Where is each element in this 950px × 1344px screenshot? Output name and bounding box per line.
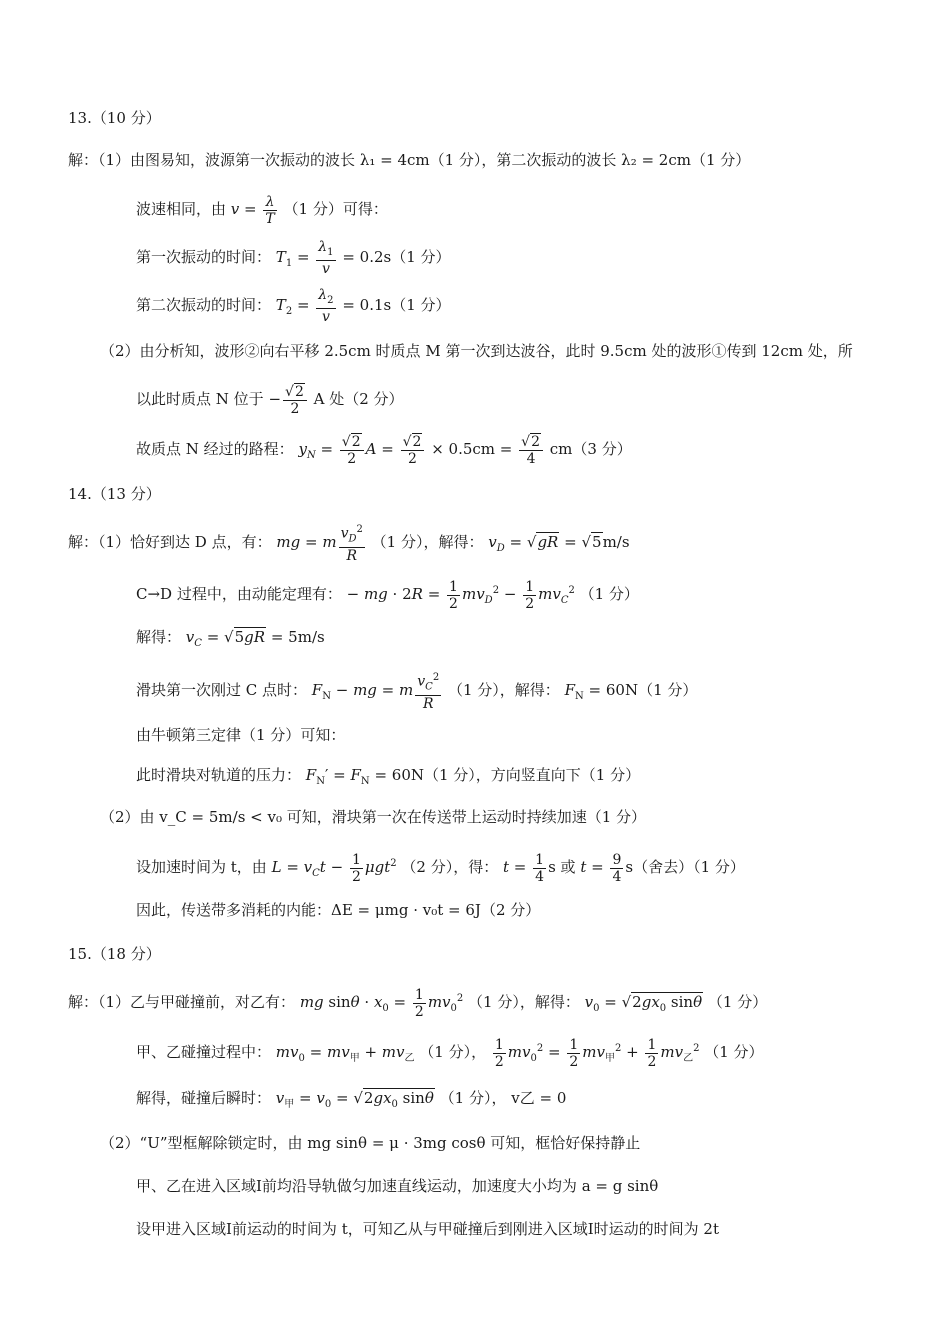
q14-line-4-mid: （1 分），解得：: [447, 681, 560, 700]
q15-line-1-tail: （1 分）: [707, 993, 768, 1011]
formula-half-a: $\frac{1}{2}$: [449, 578, 458, 612]
q13-line-7-tail: cm（3 分）: [549, 440, 632, 458]
q14-line-6-tail: = 60N（1 分），方向竖直向下（1 分）: [374, 766, 641, 784]
formula-sqrt2-over-2-a: $\frac{√2}{2}$: [340, 434, 364, 467]
q13-line-2-text: 波速相同，由: [136, 200, 227, 218]
formula-half-c: $\frac{1}{2}$: [351, 851, 361, 885]
q13-line-6: 以此时质点 N 位于 − $\frac{√2}{2}$ A 处（2 分）: [136, 383, 404, 417]
q15-line-2-text: 甲、乙碰撞过程中：: [136, 1043, 272, 1061]
q14-line-6: 此时滑块对轨道的压力： $F_N' = F_N = 60N(1$ 分），方向竖直向下（1 分）: [136, 766, 641, 787]
q13-line-4: 第二次振动的时间： $T_2$ = $\frac{\lambda_2}{v}$ = 0.1s（1 分）: [136, 286, 451, 326]
q15-line-1-text: 解：（1）乙与甲碰撞前，对乙有：: [68, 993, 296, 1011]
formula-lambda-over-T: $\frac{\lambda}{T}$: [265, 193, 275, 227]
q15-line-6: 设甲进入区域Ⅰ前运动的时间为 t，可知乙从与甲碰撞后到刚进入区域Ⅰ时运动的时间为 2t: [136, 1220, 719, 1238]
q14-line-4-text: 滑块第一次刚过 C 点时：: [136, 681, 308, 700]
q13-line-6-tail: A 处（2 分）: [313, 390, 404, 408]
formula-lambda2-over-v: $\frac{\lambda_2}{v}$: [318, 286, 334, 326]
formula-vD2-over-R: $\frac{v_D^2}{R}$: [340, 524, 363, 565]
q15-line-3-text: 解得，碰撞后瞬时：: [136, 1089, 272, 1107]
q13-line-4-tail: = 0.1s（1 分）: [342, 296, 451, 314]
q14-line-3: 解得： $v_C = √5gR = 5m/s$: [136, 628, 325, 649]
q14-line-4: 滑块第一次刚过 C 点时： $F_N$ − mg = m $\frac{v_C^2}{R}$ （1 分），解得： $F_N = 60N(1$ 分）: [136, 672, 698, 713]
formula-one-quarter: $\frac{1}{4}$: [535, 851, 545, 885]
q13-heading: 13.（10 分）: [68, 109, 161, 127]
formula-vC2-over-R: $\frac{v_C^2}{R}$: [417, 672, 440, 713]
q14-heading: 14.（13 分）: [68, 485, 161, 503]
q13-line-3-tail: = 0.2s（1 分）: [342, 248, 451, 266]
q15-line-2-mid: （1 分），: [419, 1043, 487, 1061]
q15-heading: 15.（18 分）: [68, 945, 161, 963]
formula-sqrt2-over-4: $\frac{√2}{4}$: [519, 434, 543, 467]
formula-half-e: $\frac{1}{2}$: [494, 1036, 504, 1070]
q14-line-6-text: 此时滑块对轨道的压力：: [136, 766, 302, 784]
q14-line-2-tail: （1 分）: [579, 585, 639, 603]
q14-line-4-tail: = 60N（1 分）: [588, 681, 698, 700]
formula-half-b: $\frac{1}{2}$: [525, 578, 535, 612]
q13-line-6-text: 以此时质点 N 位于: [136, 390, 264, 408]
q15-line-4: （2）“U”型框解除锁定时，由 mg sinθ = μ · 3mg cosθ 可知，框恰好保持静止: [100, 1134, 641, 1152]
q15-line-3-mid: （1 分），: [439, 1089, 507, 1107]
q13-line-7: 故质点 N 经过的路程： $y_N$ = $\frac{√2}{2}$ A = $\frac{√2}{2}$ × 0.5cm = $\frac{√2}{4}$ cm（3 分）: [136, 433, 632, 467]
q14-line-3-tail: = 5m/s: [270, 628, 325, 646]
q14-line-2-text: C→D 过程中，由动能定理有：: [136, 585, 342, 603]
q13-line-7-text: 故质点 N 经过的路程：: [136, 440, 294, 458]
q14-line-8-text: 设加速时间为 t，由: [136, 858, 267, 876]
q13-line-3: 第一次振动的时间： $T_1$ = $\frac{\lambda_1}{v}$ = 0.2s（1 分）: [136, 238, 451, 278]
q14-line-8-mid: （2 分），得：: [401, 858, 499, 876]
q15-line-5: 甲、乙在进入区域Ⅰ前均沿导轨做匀加速直线运动，加速度大小均为 a = g sinθ: [136, 1177, 659, 1195]
q14-line-9: 因此，传送带多消耗的内能：ΔE = μmg · v₀t = 6J（2 分）: [136, 901, 541, 919]
q13-line-5: （2）由分析知，波形②向右平移 2.5cm 时质点 M 第一次到达波谷，此时 9.5cm 处的波形①传到 12cm 处，所: [100, 342, 853, 360]
q14-line-1-text: 解：（1）恰好到达 D 点，有：: [68, 533, 272, 552]
q13-line-1: 解：（1）由图易知，波源第一次振动的波长 λ₁ = 4cm（1 分），第二次振动的波长 λ₂ = 2cm（1 分）: [68, 151, 751, 169]
formula-lambda1-over-v: $\frac{\lambda_1}{v}$: [318, 238, 334, 278]
formula-sqrt2-over-2: $\frac{√2}{2}$: [283, 384, 307, 417]
q13-line-3-text: 第一次振动的时间：: [136, 248, 272, 266]
q15-line-3-tail: v乙 = 0: [511, 1089, 567, 1107]
q14-line-1: 解：（1）恰好到达 D 点，有： mg = m $\frac{v_D^2}{R}$ （1 分），解得： $v_D = √gR = √5m/s$: [68, 524, 630, 565]
q14-line-3-text: 解得：: [136, 628, 182, 646]
q14-line-5: 由牛顿第三定律（1 分）可知：: [136, 726, 346, 744]
q14-line-1-mid: （1 分），解得：: [371, 533, 484, 552]
formula-nine-quarters: $\frac{9}{4}$: [612, 851, 622, 885]
q15-line-2-tail: （1 分）: [704, 1043, 764, 1061]
formula-sqrt2-over-2-b: $\frac{√2}{2}$: [401, 434, 425, 467]
q15-line-1: 解：（1）乙与甲碰撞前，对乙有： mg $\sin\theta \cdot x_0$ = $\frac{1}{2}$ $mv_0^2$ （1 分），解得： $v_0 = √2gx_0$ sinθ （1 分）: [68, 986, 768, 1020]
q14-line-8: 设加速时间为 t，由 $L = v_Ct$ − $\frac{1}{2}$ μgt$^2$ （2 分），得： t = $\frac{1}{4}$ s 或 t = $\frac{9}{4}$ s（舍去）（1 分）: [136, 851, 745, 885]
q14-line-1-unit: m/s: [602, 533, 630, 552]
q15-line-2: 甲、乙碰撞过程中： $mv_0 = mv_甲 + mv_乙$ （1 分）， $\frac{1}{2}$ $mv_0^2$ = $\frac{1}{2}$ $mv_甲^2$ + $\frac{1}{2}$ $mv_乙^2$ （1 分）: [136, 1036, 764, 1070]
formula-half-f: $\frac{1}{2}$: [569, 1036, 579, 1070]
q14-line-2: C→D 过程中，由动能定理有： − mg · 2R = $\frac{1}{2}$ $mv_D^2$ − $\frac{1}{2}$ $mv_C^2$ （1 分）: [136, 578, 639, 612]
q15-line-1-mid: （1 分），解得：: [468, 993, 580, 1011]
q13-line-2: 波速相同，由 v = $\frac{\lambda}{T}$ （1 分）可得：: [136, 193, 388, 227]
q14-line-8-tail: s（舍去）（1 分）: [625, 858, 745, 876]
q13-line-2-tail: （1 分）可得：: [283, 200, 388, 218]
q14-line-8-mid2: s 或: [548, 858, 576, 876]
q14-line-7: （2）由 v_C = 5m/s < v₀ 可知，滑块第一次在传送带上运动时持续加速（1 分）: [100, 808, 647, 826]
q15-line-3: 解得，碰撞后瞬时： $v_甲 = v_0 = √2gx_0$ sinθ （1 分）， v乙 = 0: [136, 1089, 567, 1110]
formula-half-d: $\frac{1}{2}$: [414, 986, 424, 1020]
q13-line-4-text: 第二次振动的时间：: [136, 296, 272, 314]
formula-half-g: $\frac{1}{2}$: [647, 1036, 657, 1070]
